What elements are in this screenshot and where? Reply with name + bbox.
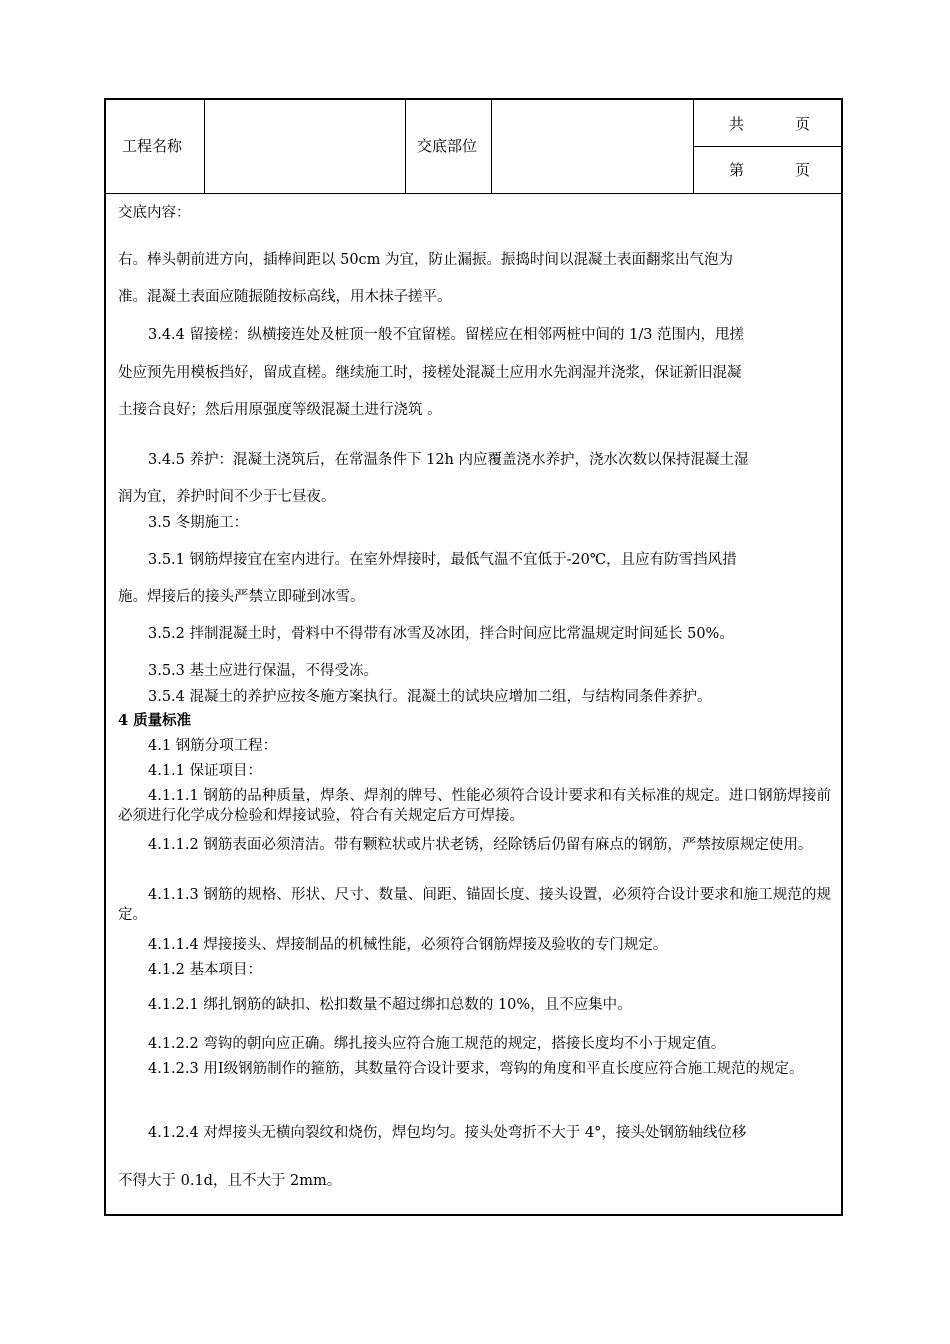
content-line: 3.5.3 基土应进行保温，不得受冻。 <box>148 663 379 679</box>
project-name-label: 工程名称 <box>122 137 183 155</box>
content-line: 4.1.2.4 对焊接头无横向裂纹和烧伤，焊包均匀。接头处弯折不大于 4°，接头处钢筋轴线位移 <box>148 1125 747 1141</box>
content-line: 4.1 钢筋分项工程： <box>148 738 278 754</box>
content-line: 润为宜，养护时间不少于七昼夜。 <box>118 489 336 505</box>
divider <box>694 146 841 147</box>
content-line: 准。混凝土表面应随振随按标高线，用木抹子搓平。 <box>118 289 452 305</box>
content-paragraph: 4.1.1.1 钢筋的品种质量，焊条、焊剂的牌号、性能必须符合设计要求和有关标准的规定。进口钢筋焊接前必须进行化学成分检验和焊接试验，符合有关规定后方可焊接。 <box>118 788 831 824</box>
content-line: 3.5 冬期施工： <box>148 515 249 531</box>
total-pages-label-2: 页 <box>795 115 811 133</box>
content-line: 4.1.1 保证项目： <box>148 763 263 779</box>
content-line: 施。焊接后的接头严禁立即碰到冰雪。 <box>118 589 365 605</box>
content-paragraph: 4.1.2.3 用Ⅰ级钢筋制作的箍筋，其数量符合设计要求，弯钩的角度和平直长度应符合施工规范的规定。 <box>148 1061 804 1077</box>
handover-form <box>104 98 843 1216</box>
content-paragraph: 4.1.1.2 钢筋表面必须清洁。带有颗粒状或片状老锈，经除锈后仍留有麻点的钢筋，严禁按原规定使用。 <box>148 837 813 853</box>
divider <box>405 100 406 193</box>
content-line: 3.5.4 混凝土的养护应按冬施方案执行。混凝土的试块应增加二组，与结构同条件养护。 <box>148 689 712 705</box>
content-line: 右。棒头朝前进方向，插棒间距以 50cm 为宜，防止漏振。振捣时间以混凝土表面翻浆出气泡为 <box>118 252 734 268</box>
page-no-label-1: 第 <box>729 161 745 179</box>
handover-position-field[interactable] <box>492 100 693 193</box>
content-line: 不得大于 0.1d，且不大于 2mm。 <box>118 1173 342 1189</box>
content-line: 3.5.2 拌制混凝土时，骨料中不得带有冰雪及冰团，拌合时间应比常温规定时间延长 50%。 <box>148 626 734 642</box>
content-line: 4.1.2.1 绑扎钢筋的缺扣、松扣数量不超过绑扣总数的 10%，且不应集中。 <box>148 997 632 1013</box>
form-header <box>106 100 841 194</box>
content-line: 土接合良好；然后用原强度等级混凝土进行浇筑 。 <box>118 402 442 418</box>
project-name-field[interactable] <box>205 100 405 193</box>
section-heading: 4 质量标准 <box>118 712 192 729</box>
content-line: 4.1.2.2 弯钩的朝向应正确。绑扎接头应符合施工规范的规定，搭接长度均不小于规定值。 <box>148 1036 726 1052</box>
content-title: 交底内容： <box>118 205 191 221</box>
content-line: 3.4.5 养护：混凝土浇筑后，在常温条件下 12h 内应覆盖浇水养护，浇水次数以保持混凝土湿 <box>148 452 749 468</box>
content-line: 4.1.1.4 焊接接头、焊接制品的机械性能，必须符合钢筋焊接及验收的专门规定。 <box>148 937 668 953</box>
content-line: 3.4.4 留接槎：纵横接连处及桩顶一般不宜留槎。留槎应在相邻两桩中间的 1/3 范围内，甩搓 <box>148 327 745 343</box>
total-pages-label-1: 共 <box>729 115 745 133</box>
content-line: 4.1.2 基本项目： <box>148 962 263 978</box>
content-line: 处应预先用模板挡好，留成直槎。继续施工时，接槎处混凝土应用水先润湿并浇浆，保证新旧混凝 <box>118 365 742 381</box>
content-line: 3.5.1 钢筋焊接宜在室内进行。在室外焊接时，最低气温不宜低于-20℃，且应有防雪挡风措 <box>148 552 737 568</box>
handover-position-label: 交底部位 <box>417 137 478 155</box>
content-paragraph: 4.1.1.3 钢筋的规格、形状、尺寸、数量、间距、锚固长度、接头设置，必须符合设计要求和施工规范的规定。 <box>118 887 831 923</box>
page-no-label-2: 页 <box>795 161 811 179</box>
